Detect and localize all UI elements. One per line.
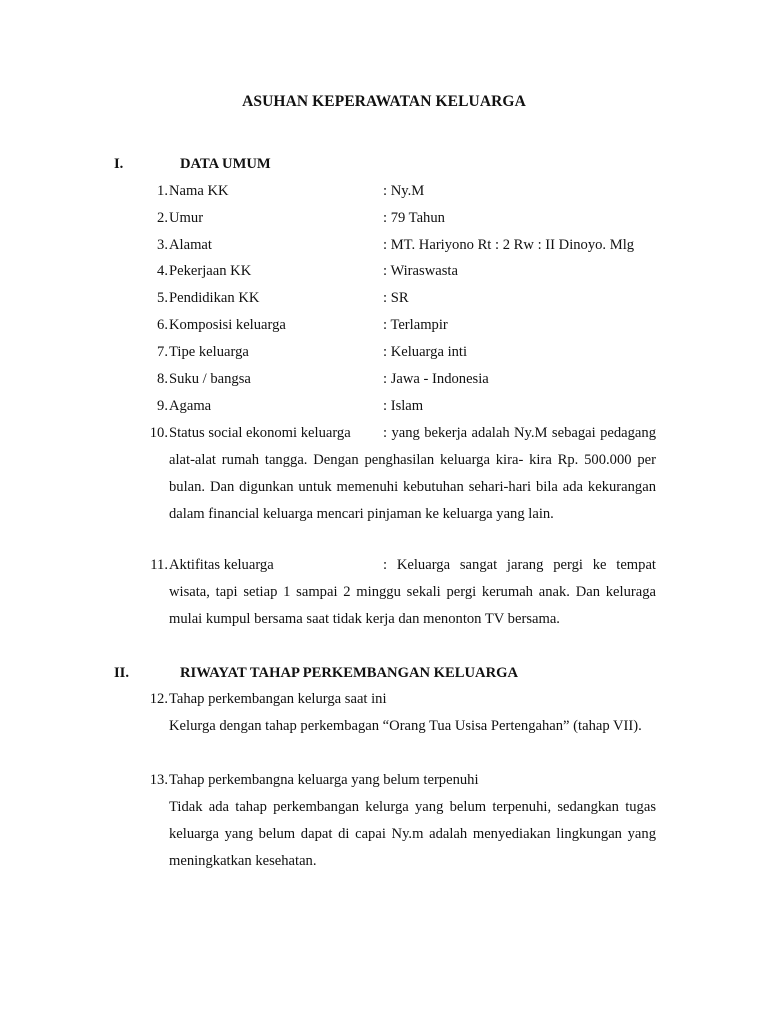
item-number: 9. bbox=[157, 398, 168, 414]
item-paragraph bbox=[169, 420, 656, 528]
item-label: Pendidikan KK bbox=[169, 290, 260, 306]
item-label: Status social ekonomi keluarga bbox=[169, 425, 351, 441]
item-number: 4. bbox=[157, 263, 168, 279]
item-value: : Ny.M bbox=[383, 183, 425, 199]
list-item-status-sosial-ekonomi bbox=[144, 420, 656, 528]
item-value: : SR bbox=[383, 290, 409, 306]
section-number: I. bbox=[114, 156, 124, 172]
item-number: 7. bbox=[157, 344, 168, 360]
list-item-aktifitas-keluarga bbox=[144, 552, 656, 633]
list-item-tahap-belum-terpenuhi bbox=[144, 767, 656, 875]
item-value: : Islam bbox=[383, 398, 424, 414]
section-heading-riwayat bbox=[114, 665, 518, 682]
item-number: 12. bbox=[149, 691, 168, 707]
section-heading-data-umum bbox=[114, 156, 271, 173]
item-number: 8. bbox=[157, 371, 168, 387]
item-label: Komposisi keluarga bbox=[169, 317, 286, 333]
item-value: : 79 Tahun bbox=[383, 210, 445, 226]
item-number: 5. bbox=[157, 290, 168, 306]
item-label: Pekerjaan KK bbox=[169, 263, 252, 279]
item-value: : Keluarga sangat jarang pergi ke tempat wisata, tapi setiap 1 sampai 2 minggu sekali pergi kerumah anak. Dan keluraga mulai kumpul bersama saat tidak kerja dan menonton TV bersama. bbox=[169, 557, 656, 627]
item-number: 10. bbox=[149, 425, 168, 441]
item-value: : Jawa - Indonesia bbox=[383, 371, 489, 387]
item-label: Tahap perkembangna keluarga yang belum terpenuhi bbox=[169, 772, 479, 788]
item-label: Agama bbox=[169, 398, 212, 414]
list-item-tahap-saat-ini bbox=[144, 686, 656, 740]
item-value: : Wiraswasta bbox=[383, 263, 458, 279]
section-title: DATA UMUM bbox=[180, 156, 271, 172]
document-title: ASUHAN KEPERAWATAN KELUARGA bbox=[242, 93, 526, 110]
item-number: 3. bbox=[157, 237, 168, 253]
item-paragraph: Tidak ada tahap perkembangan kelurga yang belum terpenuhi, sedangkan tugas keluarga yang belum dapat di capai Ny.m adalah menyediakan lingkungan yang meningkatkan kesehatan. bbox=[169, 799, 656, 869]
item-number: 2. bbox=[157, 210, 168, 226]
item-label: Suku / bangsa bbox=[169, 371, 251, 387]
item-label: Aktifitas keluarga bbox=[169, 557, 274, 573]
item-value: : Keluarga inti bbox=[383, 344, 468, 360]
item-value: : yang bekerja adalah Ny.M sebagai pedagang alat-alat rumah tangga. Dengan penghasilan keluarga kira- kira Rp. 500.000 per bulan. Dan digunkan untuk memenuhi kebutuhan sehari-hari bila ada kekurangan dalam financial keluarga mencari pinjaman ke keluarga yang lain. bbox=[169, 425, 656, 522]
section-number: II. bbox=[114, 665, 130, 681]
item-number: 11. bbox=[150, 557, 168, 573]
item-label: Nama KK bbox=[169, 183, 229, 199]
item-label: Umur bbox=[169, 210, 204, 226]
item-value: : Terlampir bbox=[383, 317, 448, 333]
item-value: : MT. Hariyono Rt : 2 Rw : II Dinoyo. Mlg bbox=[383, 237, 635, 253]
item-label: Tipe keluarga bbox=[169, 344, 249, 360]
item-number: 1. bbox=[157, 183, 168, 199]
item-paragraph bbox=[169, 552, 656, 633]
item-label: Alamat bbox=[169, 237, 212, 253]
item-number: 6. bbox=[157, 317, 168, 333]
item-number: 13. bbox=[149, 772, 168, 788]
item-paragraph: Kelurga dengan tahap perkembagan “Orang Tua Usisa Pertengahan” (tahap VII). bbox=[169, 718, 642, 734]
section-title: RIWAYAT TAHAP PERKEMBANGAN KELUARGA bbox=[180, 665, 519, 681]
item-label: Tahap perkembangan kelurga saat ini bbox=[169, 691, 387, 707]
